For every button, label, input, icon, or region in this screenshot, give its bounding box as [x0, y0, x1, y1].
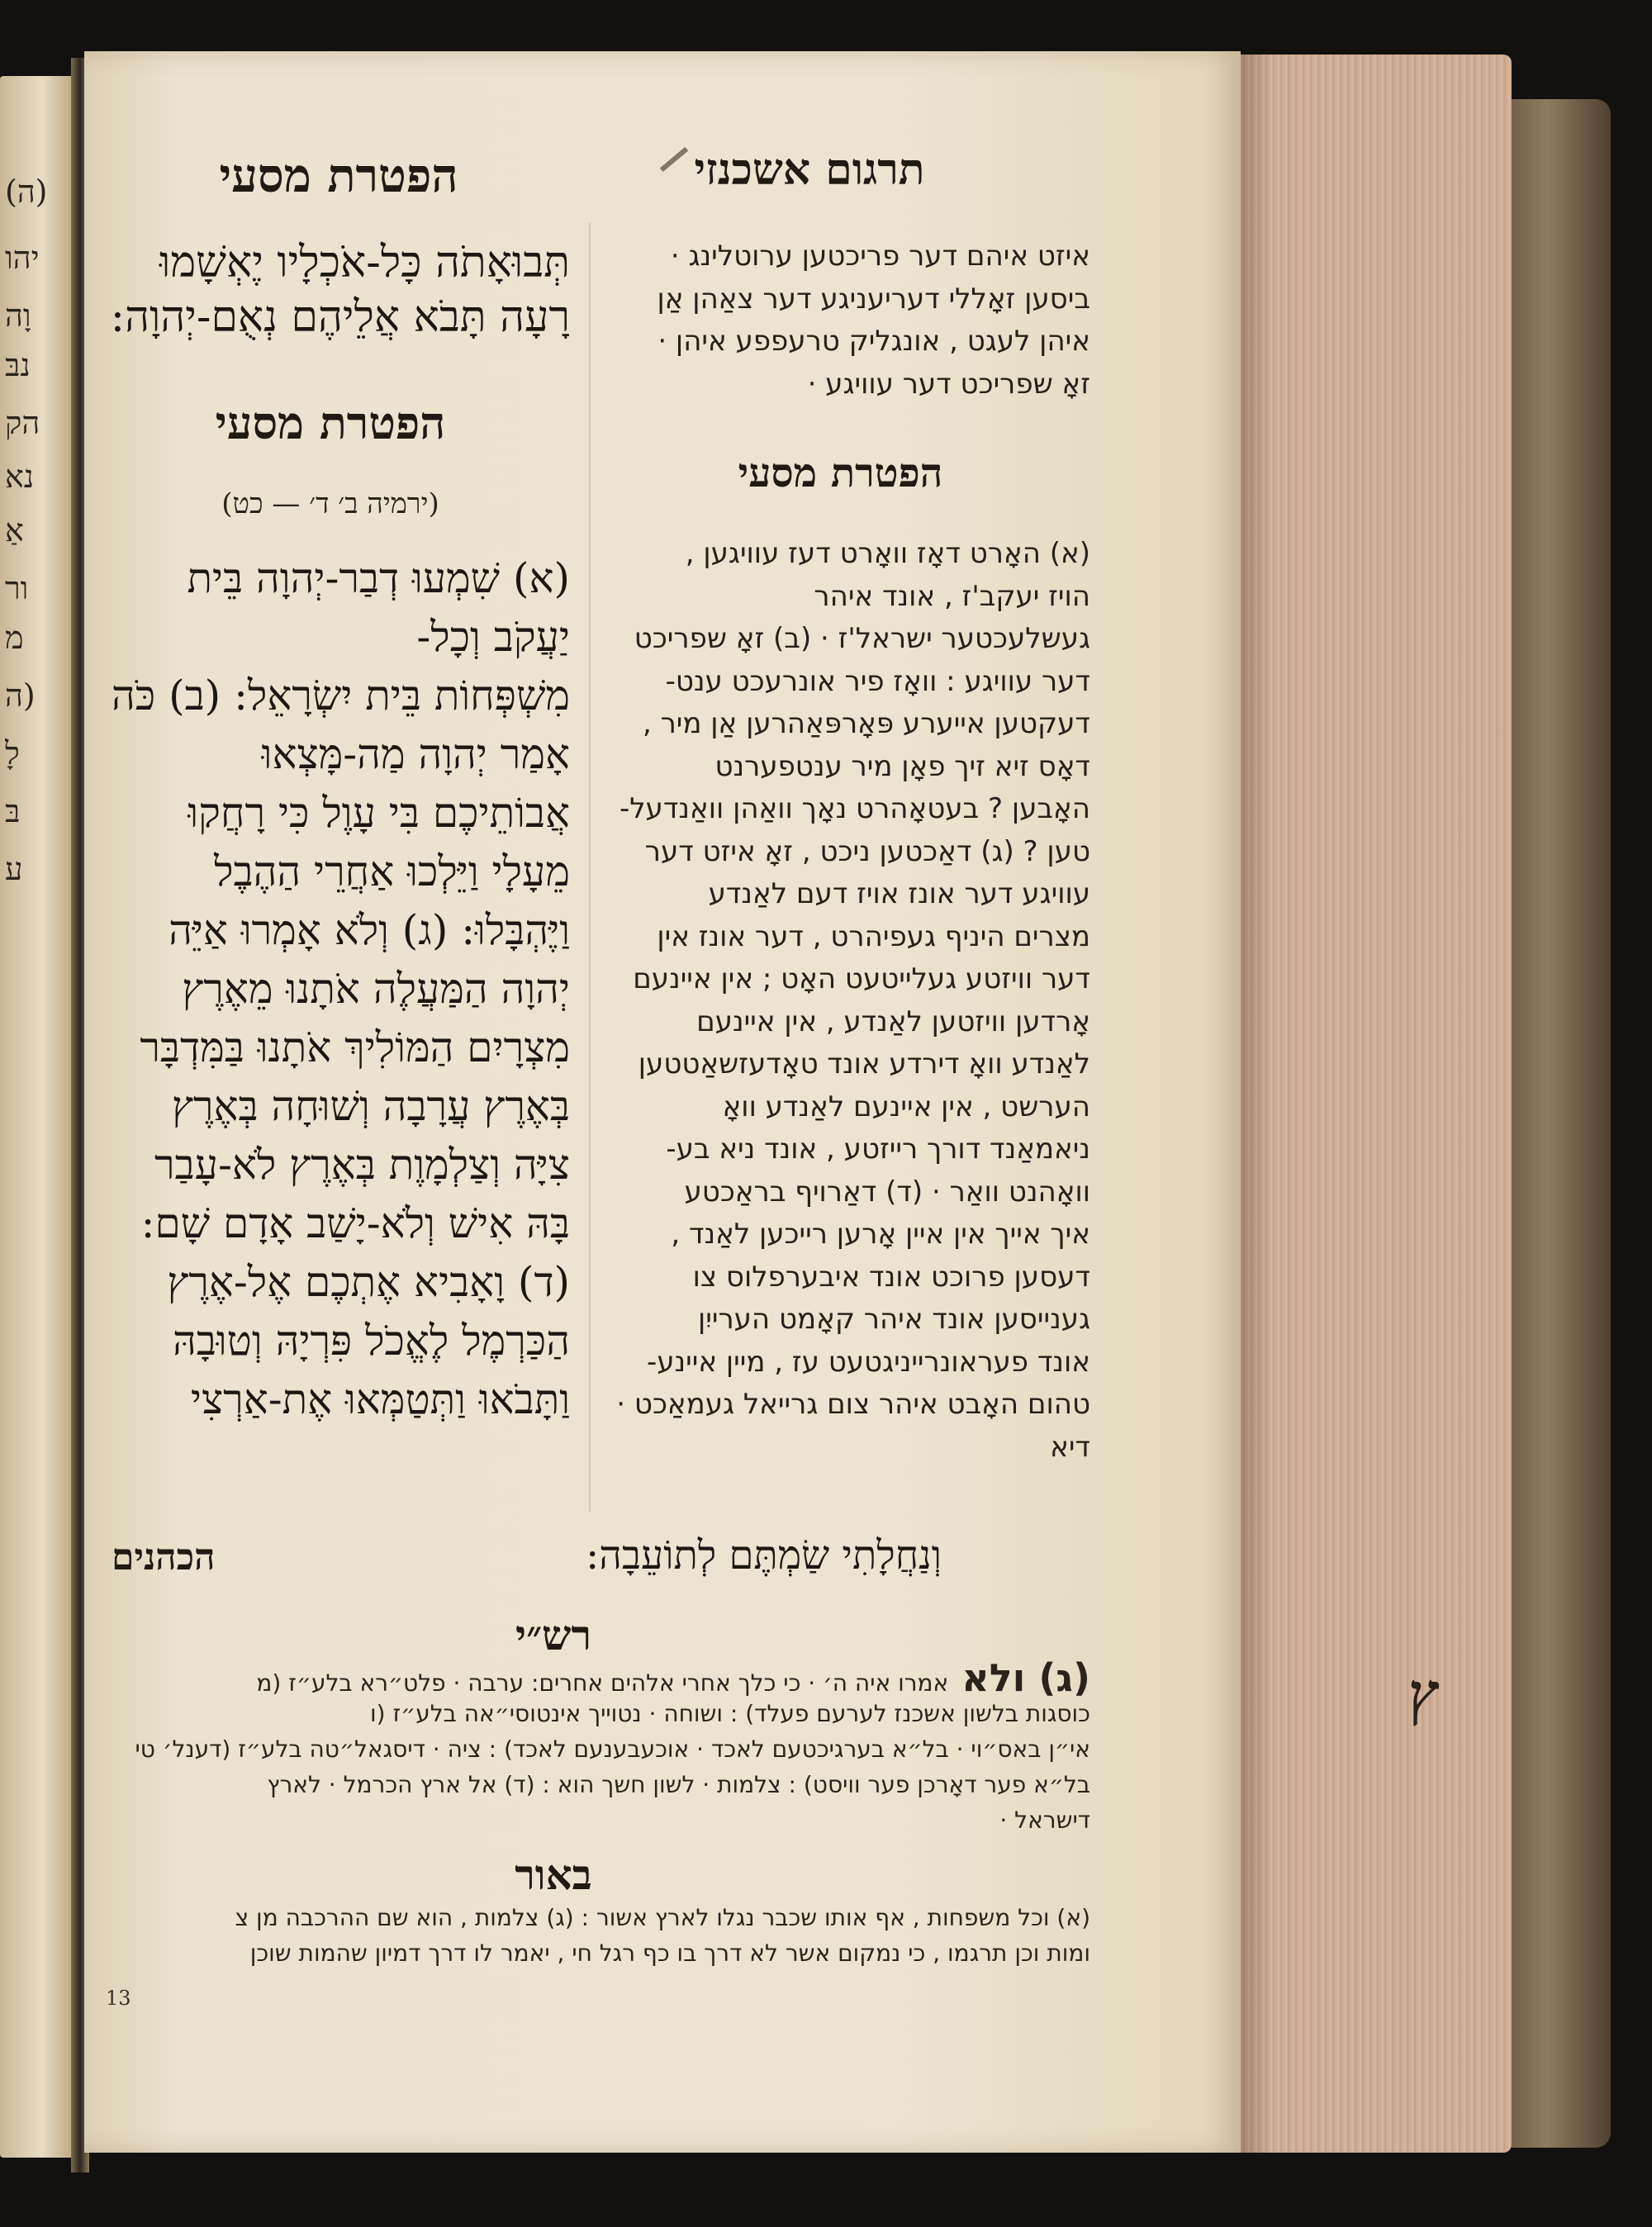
translation-line: אונד פעראונרייניגטעט עז , מיין איינע- — [646, 1345, 1090, 1379]
biur-line: (א) וכל משפחות , אף אותו שכבר נגלו לארץ אשור : (ג) צלמות , הוא שם ההרכבה מן צ — [235, 1904, 1090, 1931]
translation-line: גענייסען אונד איהר קאָמט הערייִן — [697, 1303, 1090, 1336]
book-cover-edge — [1503, 99, 1611, 2148]
hebrew-verse-line: יְהוָה הַמַּעֲלֶה אֹתָנוּ מֵאֶרֶץ — [182, 965, 570, 1013]
rashi-line — [87, 1660, 1090, 1696]
facing-page-fragment: מ — [5, 620, 24, 656]
facing-page-fragment: הק — [5, 405, 40, 441]
translation-line: הערשט , אין איינעם לאַנדע וואָ — [722, 1090, 1090, 1123]
rashi-line-text: אמרו איה ה׳ · כי כלך אחרי אלהים אחרים: ערבה · פלט״רא בלע״ז (מ — [256, 1669, 949, 1696]
hebrew-verse-line: מֵעָלָי וַיֵּלְכוּ אַחֲרֵי הַהֶבֶל — [214, 848, 570, 895]
rashi-line — [87, 1802, 1090, 1838]
translation-line: זאָ שפריכט דער עוויגע · — [807, 367, 1090, 401]
catchword: הכהנים — [112, 1536, 216, 1579]
rashi-line-text: אי״ן באס״וי · בל״א בערגיכטעם לאכד · אוכעבענעם לאכד) : ציה · דיסגאל״טה בלע״ז (דענל׳ טי — [135, 1736, 1090, 1763]
translation-main-block — [591, 533, 1090, 1469]
rashi-line — [87, 1731, 1090, 1767]
biur-heading: באור — [515, 1850, 592, 1899]
hebrew-verse-line: יַעֲקֹב וְכָל- — [416, 613, 570, 661]
facing-page-fragment: לָ — [5, 735, 20, 772]
facing-page-fragment: ור — [5, 570, 29, 606]
translation-line: מצרים היניף געפיהרט , דער אונז אין — [657, 919, 1090, 953]
facing-page-left — [0, 76, 76, 2158]
hebrew-verse-line: תְּבוּאָתֹה כָּל-אֹכְלָיו יֶאְשָׁמוּ — [159, 238, 570, 287]
hebrew-verse-line: בְּאֶרֶץ עֲרָבָה וְשׁוּחָה בְּאֶרֶץ — [171, 1082, 570, 1130]
hebrew-verse-line: מִצְרָיִם הַמּוֹלִיךְ אֹתָנוּ בַּמִּדְבָּר — [140, 1023, 570, 1071]
translation-subtitle: הפטרת מסעי — [738, 450, 943, 496]
page-block-edge — [1239, 55, 1512, 2153]
hebrew-verse-line: אָמַר יְהוָה מַה-מָּצְאוּ — [261, 730, 570, 778]
translation-line: אָרדען וויזטען לאַנדע , אין איינעם — [696, 1004, 1090, 1038]
translation-line: טען ? (ג) דאַכטען ניכט , זאָ איזט דער — [644, 834, 1090, 868]
hebrew-top-block — [91, 235, 570, 344]
running-head-left: הפטרת מסעי — [219, 149, 458, 203]
page-number: 13 — [106, 1987, 131, 2010]
rashi-lead-word: (ג) ולא — [948, 1660, 1090, 1696]
hebrew-verse-line: (ד) וָאָבִיא אֶתְכֶם אֶל-אֶרֶץ — [167, 1258, 570, 1306]
facing-page-fragment: בּ — [5, 793, 21, 829]
facing-page-fragment: (ה — [5, 677, 36, 714]
hebrew-verse-line: צִיָּה וְצַלְמָוֶת בְּאֶרֶץ לֹא-עָבַר — [154, 1141, 570, 1189]
translation-line: טהום האָבט איהר צום גרייאל געמאַכט · — [616, 1388, 1090, 1421]
facing-page-fragment: נא — [5, 458, 35, 495]
translation-line: איהן לעגט , אונגליק טרעפפע איהן · — [657, 325, 1090, 358]
rashi-line-text: דישראל · — [999, 1807, 1090, 1834]
facing-page-fragment: יהו — [5, 240, 40, 276]
hebrew-verse-line: אֲבוֹתֵיכֶם בִּי עָוֶל כִּי רָחֲקוּ — [188, 789, 570, 837]
page-edge-shadow — [1239, 55, 1272, 2153]
translation-line: האָבען ? בעטאָהרט נאָך וואַהן וואַנדעל- — [619, 792, 1090, 825]
translation-line: דעקטען אייערע פּאָרפּאַהרען אַן מיר , — [642, 707, 1090, 740]
rashi-heading: רש״י — [515, 1611, 592, 1660]
hebrew-verse-line: (א) שִׁמְעוּ דְבַר-יְהוָה בֵּית — [187, 554, 570, 602]
hebrew-verse-line: רָעָה תָּבֹא אֲלֵיהֶם נְאֻם-יְהוָה: — [110, 292, 570, 342]
translation-line: איך אייך אין איין אָרען רייכען לאַנד , — [671, 1218, 1090, 1251]
hebrew-citation: (ירמיה ב׳ ד׳ — כט) — [221, 487, 439, 520]
hebrew-verse-line: הַכַּרְמֶל לֶאֱכֹל פִּרְיָהּ וְטוּבָהּ — [173, 1317, 570, 1365]
translation-line: עוויגע דער אונז אויז דעם לאַנדע — [708, 877, 1090, 910]
rashi-line-text: בל״א פער דאָרכן פער וויסט) : צלמות · לשון חשך הוא : (ד) אל ארץ הכרמל · לארץ — [267, 1771, 1090, 1798]
running-head-right: תרגום אשכנזי — [694, 145, 925, 195]
translation-line: (א) האָרט דאָז וואָרט דעז עוויגען , — [685, 537, 1090, 570]
rashi-commentary — [87, 1660, 1090, 1838]
facing-page-fragment: אַ — [5, 512, 24, 548]
translation-line: איזט איהם דער פריכטען ערוטלינג · — [670, 240, 1090, 273]
hebrew-main-block — [91, 549, 570, 1429]
facing-page-fragment: נבּ — [5, 347, 31, 383]
translation-line: דער עוויגע : וואָז פיר אונרעכט ענט- — [665, 664, 1090, 698]
rashi-line — [87, 1696, 1090, 1731]
facing-page-fragment: ע — [5, 851, 23, 887]
hebrew-verse-line: וַיֶּהְבָּלוּ: (ג) וְלֹא אָמְרוּ אַיֵּה — [169, 906, 570, 954]
translation-line: דער וויזטע געלייטעט האָט ; אין איינעם — [633, 962, 1090, 995]
facing-page-fragment: (ה) — [5, 173, 48, 210]
translation-line: לאַנדע וואָ דירדע אונד טאָדעזשאַטטען — [638, 1047, 1090, 1080]
translation-line: דעסען פרוכט אונד איבערפלוס צו — [692, 1260, 1090, 1294]
translation-line: ביסען זאָללי דעריעניגע דער צאַהן אַן — [657, 282, 1090, 316]
hebrew-verse-line: מִשְׁפְּחוֹת בֵּית יִשְׂרָאֵל: (ב) כֹּה — [111, 672, 570, 719]
hebrew-verse-line: בָּהּ אִישׁ וְלֹא-יָשַׁב אָדָם שָׁם: — [140, 1199, 570, 1247]
rashi-line-text: כוסגות בלשון אשכנז לערעם פעלד) : ושוחה · נטוייך אינטוסי״אה בלע״ז (ו — [370, 1700, 1090, 1727]
biur-commentary — [87, 1900, 1090, 1971]
edge-mark: ץ — [1408, 1659, 1440, 1729]
facing-page-fragment: וָה — [5, 297, 31, 334]
translation-line: ניאמאַנד דורך רייזטע , אונד ניא בע- — [666, 1132, 1090, 1166]
translation-line: געשלעכטער ישראל'ז · (ב) זאָ שפריכט — [634, 622, 1090, 655]
translation-line: דאָס זיא זיך פאָן מיר ענטפערנט — [714, 749, 1090, 783]
hebrew-subtitle: הפטרת מסעי — [215, 396, 446, 449]
translation-line: דיא — [1050, 1430, 1090, 1464]
final-verse-line: וְנַחֲלָתִי שַׂמְתֶּם לְתוֹעֵבָה: — [586, 1532, 942, 1579]
translation-top-block — [591, 235, 1090, 406]
rashi-line — [87, 1767, 1090, 1802]
hebrew-verse-line: וַתָּבֹאוּ וַתְּטַמְּאוּ אֶת-אַרְצִי — [190, 1375, 570, 1423]
translation-line: וואָהנט וואַר · (ד) דאַרויף בראַכטע — [684, 1175, 1090, 1208]
translation-line: הויז יעקב'ז , אונד איהר — [814, 579, 1090, 613]
biur-line: ומות וכן תרגמו , כי נמקום אשר לא דרך בו כף רגל חי , יאמר לו דרך דמיון שהמות שוכן — [249, 1940, 1090, 1967]
